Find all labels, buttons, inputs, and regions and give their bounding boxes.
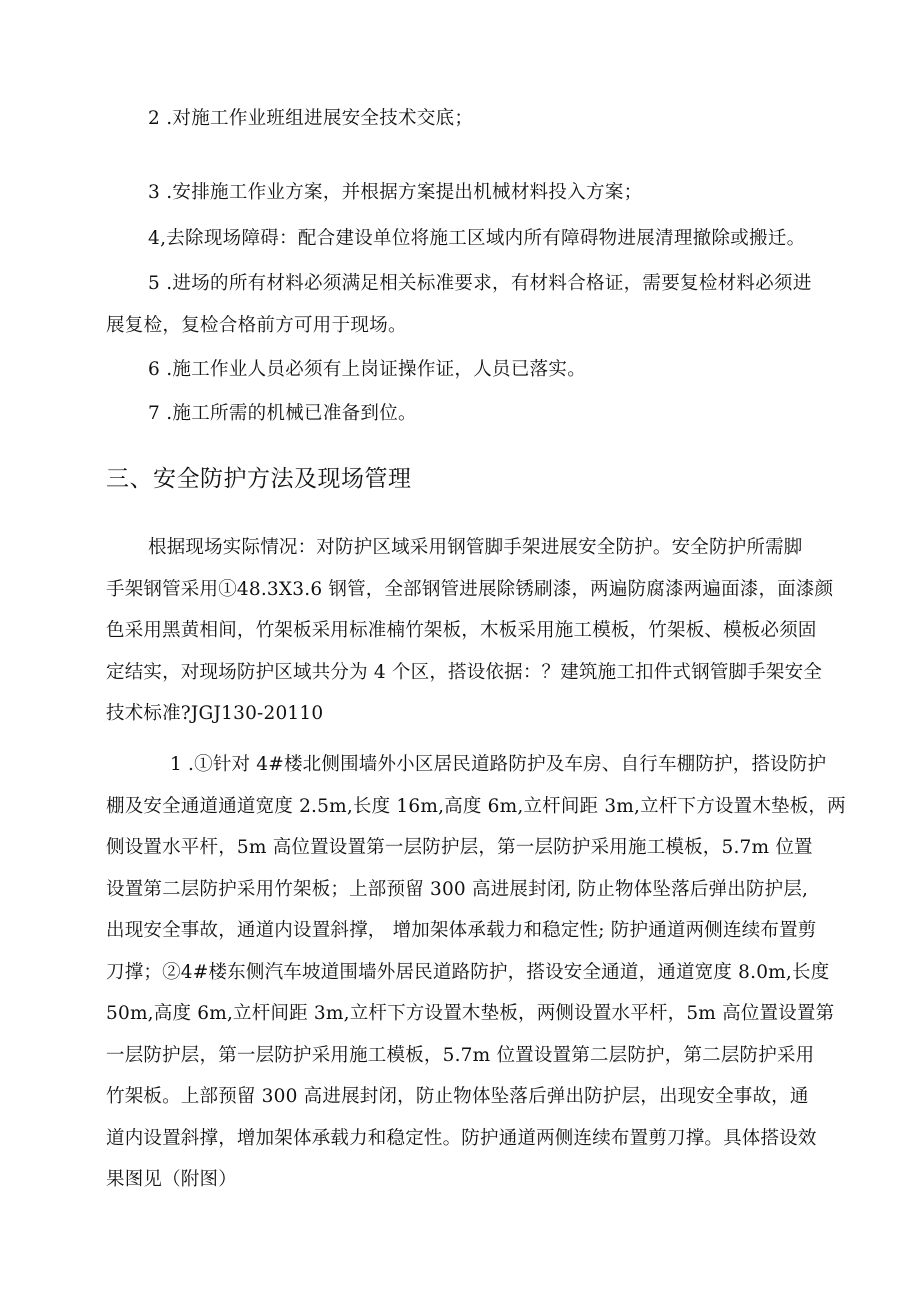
- intro-line: 技术标准?JGJ130-20110: [106, 703, 324, 724]
- list-item-4: 4,去除现场障碍：配合建设单位将施工区域内所有障碍物进展清理撤除或搬迁。: [148, 228, 806, 249]
- subsection-line: 出现安全事故，通道内设置斜撑， 增加架体承载力和稳定性; 防护通道两侧连续布置剪: [106, 920, 817, 941]
- section-heading: 三、安全防护方法及现场管理: [106, 466, 412, 492]
- subsection-line: 50m,高度 6m,立杆间距 3m,立杆下方设置木垫板，两侧设置水平杆，5m 高位置设置第: [106, 1003, 835, 1024]
- intro-line: 定结实，对现场防护区域共分为 4 个区，搭设依据：？建筑施工扣件式钢管脚手架安全: [106, 661, 823, 683]
- intro-line: 根据现场实际情况：对防护区域采用钢管脚手架进展安全防护。安全防护所需脚: [148, 537, 803, 558]
- list-item-2: 2 .对施工作业班组进展安全技术交底；: [148, 108, 474, 129]
- list-item-5-line-1: 5 .进场的所有材料必须满足相关标准要求，有材料合格证，需要复检材料必须进: [148, 273, 812, 294]
- list-item-5-line-2: 展复检，复检合格前方可用于现场。: [106, 315, 407, 336]
- intro-line: 手架钢管采用①48.3X3.6 钢管，全部钢管进展除锈刷漆，两遍防腐漆两遍面漆，面漆颜: [106, 578, 834, 600]
- subsection-line: 1 .①针对 4#楼北侧围墙外小区居民道路防护及车房、自行车棚防护，搭设防护: [170, 754, 827, 775]
- list-item-6: 6 .施工作业人员必须有上岗证操作证，人员已落实。: [148, 359, 587, 380]
- subsection-line: 果图见（附图）: [106, 1169, 237, 1190]
- subsection-line: 竹架板。上部预留 300 高进展封闭，防止物体坠落后弹出防护层，出现安全事故，通: [106, 1086, 809, 1107]
- list-item-7: 7 .施工所需的机械已准备到位。: [148, 403, 417, 424]
- subsection-line: 刀撑；②4#楼东侧汽车坡道围墙外居民道路防护，搭设安全通道，通道宽度 8.0m,长度: [106, 961, 830, 983]
- list-item-3: 3 .安排施工作业方案，并根据方案提出机械材料投入方案；: [148, 182, 643, 203]
- subsection-1-paragraph: [106, 752, 866, 1209]
- subsection-line: 道内设置斜撑，增加架体承载力和稳定性。防护通道两侧连续布置剪刀撑。具体搭设效: [106, 1127, 817, 1149]
- intro-paragraph: [106, 535, 866, 743]
- subsection-line: 棚及安全通道通道宽度 2.5m,长度 16m,高度 6m,立杆间距 3m,立杆下方设置木垫板，两: [106, 795, 846, 817]
- subsection-line: 侧设置水平杆，5m 高位置设置第一层防护层，第一层防护采用施工模板，5.7m 位置: [106, 837, 813, 858]
- subsection-line: 设置第二层防护采用竹架板；上部预留 300 高进展封闭, 防止物体坠落后弹出防护层,: [106, 878, 809, 900]
- intro-line: 色采用黑黄相间，竹架板采用标准楠竹架板，木板采用施工模板，竹架板、模板必须固: [106, 620, 817, 641]
- subsection-line: 一层防护层，第一层防护采用施工模板，5.7m 位置设置第二层防护，第二层防护采用: [106, 1044, 815, 1066]
